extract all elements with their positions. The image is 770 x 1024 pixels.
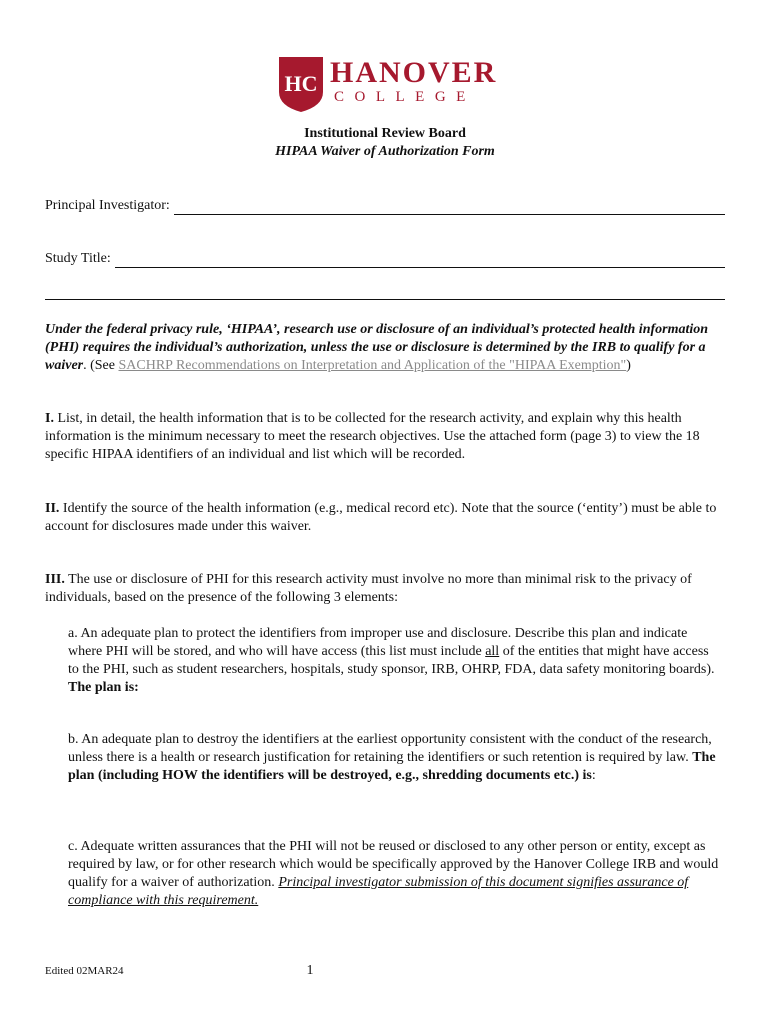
- item-c-paragraph: [68, 838, 723, 910]
- sachrp-link[interactable]: SACHRP Recommendations on Interpretation and Application of the "HIPAA Exemption": [118, 358, 627, 373]
- item-a-paragraph: [68, 625, 723, 697]
- form-title: HIPAA Waiver of Authorization Form: [275, 144, 495, 159]
- principal-investigator-row: [45, 197, 725, 215]
- section-iii-paragraph: [45, 571, 725, 607]
- section-iii-number: III.: [45, 572, 65, 587]
- item-a-text-1: a. An adequate plan to protect the identifiers from improper use and disclosure. Describe this plan and indicate where PHI will be stored, and who will have access (this list must include: [68, 626, 688, 659]
- study-title-field[interactable]: [115, 254, 725, 268]
- intro-close: ): [626, 358, 631, 373]
- section-ii-text: Identify the source of the health information (e.g., medical record etc). Note that the source (‘entity’) must be able to account for disclosures made under this waiver.: [45, 501, 717, 534]
- college-shield-icon: [276, 54, 326, 114]
- study-title-label: Study Title:: [45, 251, 111, 266]
- principal-investigator-label: Principal Investigator:: [45, 198, 170, 213]
- hanover-college-logo: [276, 54, 496, 116]
- item-b-text-1: b. An adequate plan to destroy the identifiers at the earliest opportunity consistent with the conduct of the research, unless there is a health or research justification for retaining the identifiers or such retention is required by law.: [68, 732, 712, 765]
- section-iii-text: The use or disclosure of PHI for this research activity must involve no more than minimal risk to the privacy of individuals, based on the presence of the following 3 elements:: [45, 572, 692, 605]
- item-c-assurance: Principal investigator submission of this document signifies assurance of compliance with this requirement.: [68, 875, 689, 908]
- section-ii-number: II.: [45, 501, 60, 516]
- logo-monogram: HC: [284, 71, 318, 96]
- edit-date: Edited 02MAR24: [45, 965, 124, 977]
- hipaa-intro-paragraph: [45, 321, 725, 375]
- item-c-text: c. Adequate written assurances that the PHI will not be reused or disclosed to any other person or entity, except as required by law, or for other research which would be specifically approved by the Hanover College IRB and would qualify for a waiver of authorization.: [68, 839, 719, 890]
- form-heading: Institutional Review Board: [304, 126, 466, 141]
- principal-investigator-field[interactable]: [174, 201, 725, 215]
- item-b-paragraph: [68, 731, 723, 785]
- section-i-number: I.: [45, 411, 54, 426]
- item-a-plan-label: The plan is:: [68, 680, 139, 695]
- study-title-continuation-field[interactable]: [45, 299, 725, 300]
- page-number: 1: [306, 963, 314, 978]
- item-a-all: all: [485, 644, 500, 659]
- logo-wordmark: HANOVER: [330, 56, 498, 89]
- item-b-plan-label: The plan (including HOW the identifiers will be destroyed, e.g., shredding documents etc.) is: [68, 750, 716, 783]
- section-i-text: List, in detail, the health information that is to be collected for the research activity, and explain why this health information is the minimum necessary to meet the research objectives. Use the attached form (page 3) to view the 18 specific HIPAA identifiers of an individual and list which will be recorded.: [45, 411, 700, 462]
- section-i-paragraph: [45, 410, 725, 464]
- intro-statement: Under the federal privacy rule, ‘HIPAA’, research use or disclosure of an individual’s protected health information (PHI) requires the individual’s authorization, unless the use or disclosure is determined by the IRB to qualify for a waiver: [45, 322, 709, 373]
- section-ii-paragraph: [45, 500, 725, 536]
- item-a-text-2: of the entities that might have access to the PHI, such as student researchers, hospitals, study sponsor, IRB, OHRP, FDA, data safety monitoring boards).: [68, 644, 715, 677]
- logo-subtitle: COLLEGE: [334, 89, 476, 105]
- item-b-colon: :: [591, 768, 596, 783]
- study-title-row: [45, 250, 725, 268]
- intro-see: . (See: [83, 358, 119, 373]
